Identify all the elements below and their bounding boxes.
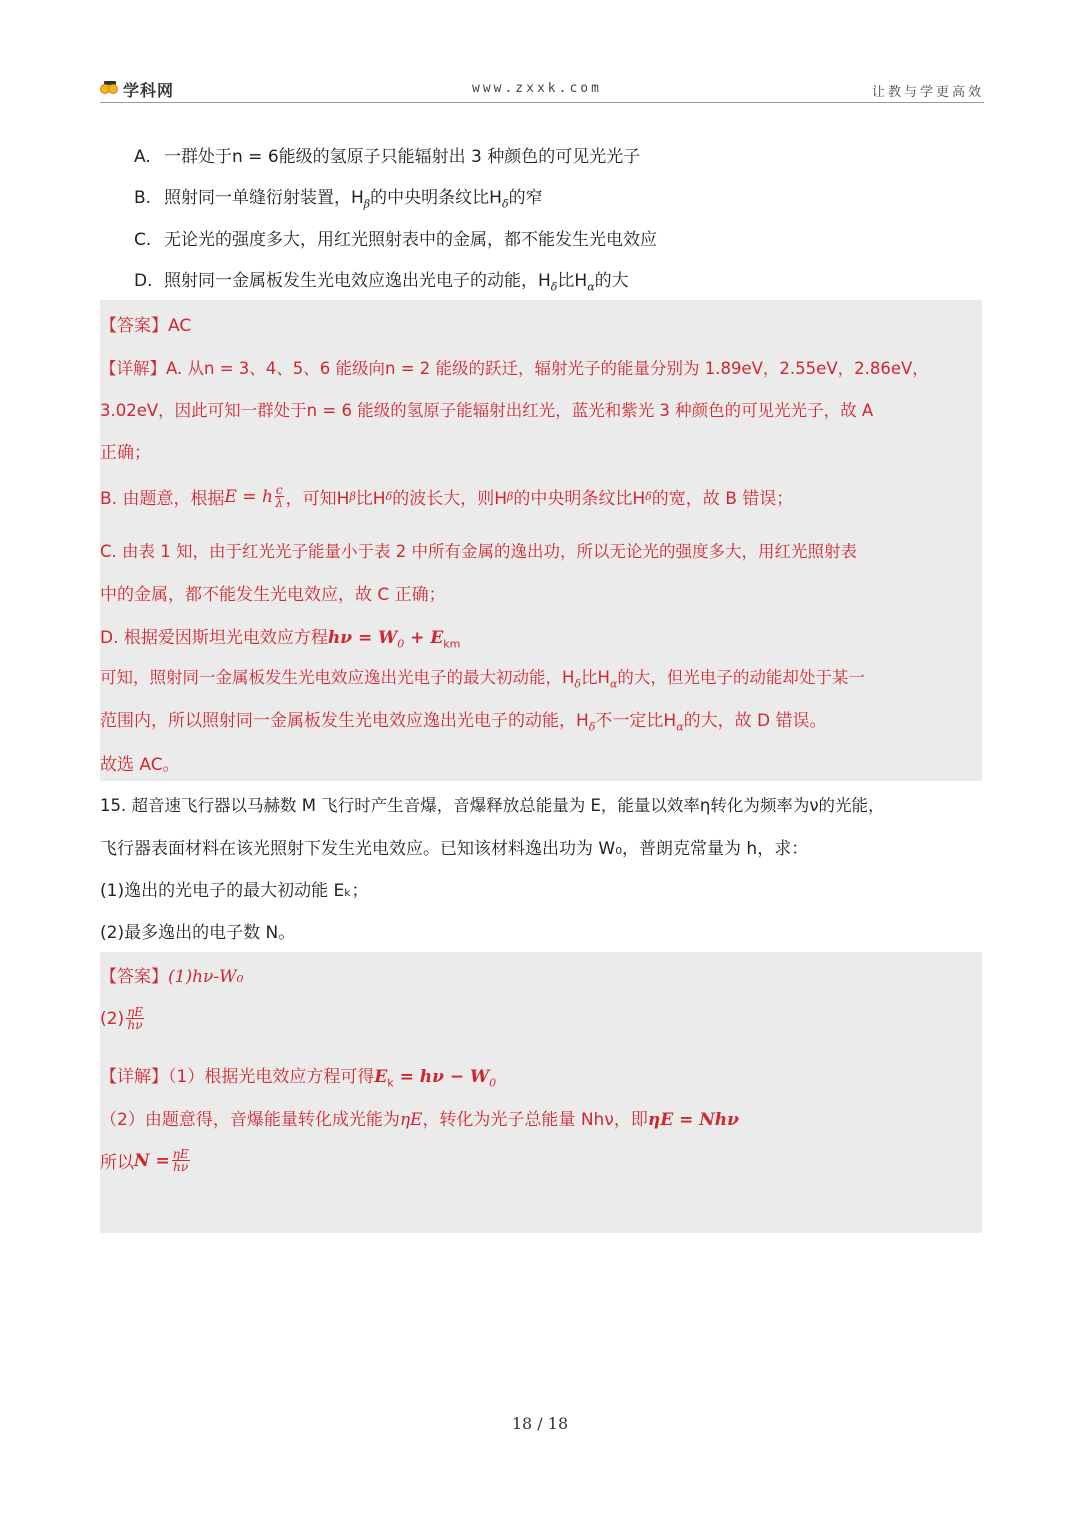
detail-text: 的大，故 D 错误。 xyxy=(683,711,827,731)
subscript: α xyxy=(587,280,595,294)
option-label: C. xyxy=(134,230,152,250)
detail-text: 的宽，故 B 错误； xyxy=(651,489,794,509)
detail-d-line1 xyxy=(100,664,865,690)
subscript: 0 xyxy=(489,1076,497,1090)
detail-a-line3: 正确； xyxy=(100,443,151,463)
detail-text: ，可知H xyxy=(285,489,350,509)
question-15-sub2: (2)最多逸出的电子数 N。 xyxy=(100,923,296,943)
detail-text: 范围内，所以照射同一金属板发生光电效应逸出光电子的动能，H xyxy=(100,711,589,731)
page-header xyxy=(100,76,984,103)
slogan: 让教与学更高效 xyxy=(871,85,984,100)
detail-15-2 xyxy=(100,1105,739,1130)
option-d xyxy=(134,266,629,293)
detail-text: 比H xyxy=(581,668,610,687)
detail-text: 的波长大，则H xyxy=(392,489,508,509)
subscript: k xyxy=(387,1076,394,1090)
detail-text: 比H xyxy=(355,489,386,509)
detail-15-3 xyxy=(100,1148,192,1173)
option-label: D. xyxy=(134,271,153,291)
subscript: δ xyxy=(574,677,582,691)
detail-a-line2: 3.02eV，因此可知一群处于n = 6 能级的氢原子能辐射出红光，蓝光和紫光 3 种颜色的可见光光子，故 A xyxy=(100,401,874,420)
subscript: β xyxy=(363,197,371,211)
option-text: 照射同一金属板发生光电效应逸出光电子的动能，H xyxy=(164,271,551,291)
subscript: 0 xyxy=(397,637,405,651)
detail-text: 不一定比H xyxy=(595,711,677,731)
formula: N = xyxy=(134,1150,170,1171)
subscript: β xyxy=(507,490,514,503)
subscript: km xyxy=(443,637,461,651)
numerator: c xyxy=(275,483,283,497)
option-text: 照射同一单缝衍射装置，H xyxy=(164,188,364,208)
detail-text: 的大，但光电子的动能却处于某一 xyxy=(617,668,865,687)
detail-a-line1: 【详解】A. 从n = 3、4、5、6 能级向n = 2 能级的跃迁，辐射光子的能量分别为 1.89eV，2.55eV，2.86eV， xyxy=(100,359,929,378)
question-15-line2: 飞行器表面材料在该光照射下发生光电效应。已知该材料逸出功为 W₀，普朗克常量为 h，求： xyxy=(100,839,809,859)
answer-15-2 xyxy=(100,1006,146,1031)
numerator: ηE xyxy=(172,1147,189,1161)
subscript: β xyxy=(349,490,356,503)
site-url: www.zxxk.com xyxy=(472,81,602,96)
detail-text: 可知，照射同一金属板发生光电效应逸出光电子的最大初动能，H xyxy=(100,668,575,687)
answer-label: 【答案】 xyxy=(100,967,168,987)
answer-label: (2) xyxy=(100,1008,125,1029)
option-label: A. xyxy=(134,147,151,167)
denominator: hν xyxy=(127,1018,143,1032)
answer-14: 【答案】AC xyxy=(100,316,192,336)
option-text: 的窄 xyxy=(508,188,543,208)
detail-text: ，转化为光子总能量 Nhν，即 xyxy=(422,1110,648,1130)
logo-text: 学科网 xyxy=(123,81,175,100)
subscript: δ xyxy=(385,490,393,503)
answer-box-15 xyxy=(100,952,982,1233)
option-text: 无论光的强度多大，用红光照射表中的金属，都不能发生光电效应 xyxy=(164,230,657,250)
detail-text: D. 根据爱因斯坦光电效应方程 xyxy=(100,628,328,648)
option-text: 的大 xyxy=(594,271,629,291)
detail-text: B. 由题意，根据 xyxy=(100,489,225,509)
subscript: δ xyxy=(588,720,596,734)
detail-text: （2）由题意得，音爆能量转化成光能为 xyxy=(100,1110,400,1130)
fraction xyxy=(172,1148,190,1173)
subscript: δ xyxy=(645,490,652,503)
detail-d-formula-line xyxy=(100,623,460,650)
subscript: α xyxy=(676,720,684,734)
detail-b xyxy=(100,484,793,509)
formula: + E xyxy=(404,628,444,648)
logo xyxy=(100,78,174,101)
option-text: 的中央明条纹比H xyxy=(370,188,502,208)
question-15-line1: 15. 超音速飞行器以马赫数 M 飞行时产生音爆，音爆释放总能量为 E，能量以效率η转化为频率为ν的光能， xyxy=(100,796,885,815)
detail-c-line1: C. 由表 1 知，由于红光光子能量小于表 2 中所有金属的逸出功，所以无论光的强度多大，用红光照射表 xyxy=(100,542,857,561)
detail-15-1 xyxy=(100,1062,496,1089)
answer-15-1 xyxy=(100,962,243,987)
logo-icon xyxy=(100,81,120,99)
conclusion: 故选 AC。 xyxy=(100,755,180,775)
fraction xyxy=(126,1006,144,1031)
detail-text: 【详解】（1）根据光电效应方程可得 xyxy=(100,1067,375,1087)
formula: = hν − W xyxy=(393,1067,490,1087)
formula: hν = W xyxy=(327,628,398,648)
answer-formula: (1)hν-W₀ xyxy=(168,967,244,987)
page-number: 18 / 18 xyxy=(511,1414,569,1433)
option-text: 比H xyxy=(557,271,588,291)
fraction xyxy=(275,484,284,509)
denominator: hν xyxy=(173,1160,189,1174)
detail-text: 所以 xyxy=(100,1153,134,1173)
detail-c-line2: 中的金属，都不能发生光电效应，故 C 正确； xyxy=(100,585,446,605)
formula: E = h xyxy=(224,486,273,507)
formula: ηE xyxy=(399,1110,423,1130)
formula: ηE = Nhν xyxy=(647,1110,739,1130)
option-label: B. xyxy=(134,188,152,208)
detail-d-line2 xyxy=(100,706,827,733)
numerator: ηE xyxy=(127,1005,144,1019)
option-c xyxy=(134,225,657,250)
subscript: δ xyxy=(550,280,558,294)
option-a xyxy=(134,142,640,167)
question-15-sub1: (1)逸出的光电子的最大初动能 Eₖ； xyxy=(100,881,369,901)
denominator: λ xyxy=(275,496,284,510)
subscript: α xyxy=(609,677,618,691)
option-text: 一群处于n = 6能级的氢原子只能辐射出 3 种颜色的可见光光子 xyxy=(164,147,641,167)
formula: E xyxy=(374,1067,388,1087)
option-b xyxy=(134,183,543,210)
detail-text: 的中央明条纹比H xyxy=(513,489,646,509)
subscript: δ xyxy=(501,197,509,211)
